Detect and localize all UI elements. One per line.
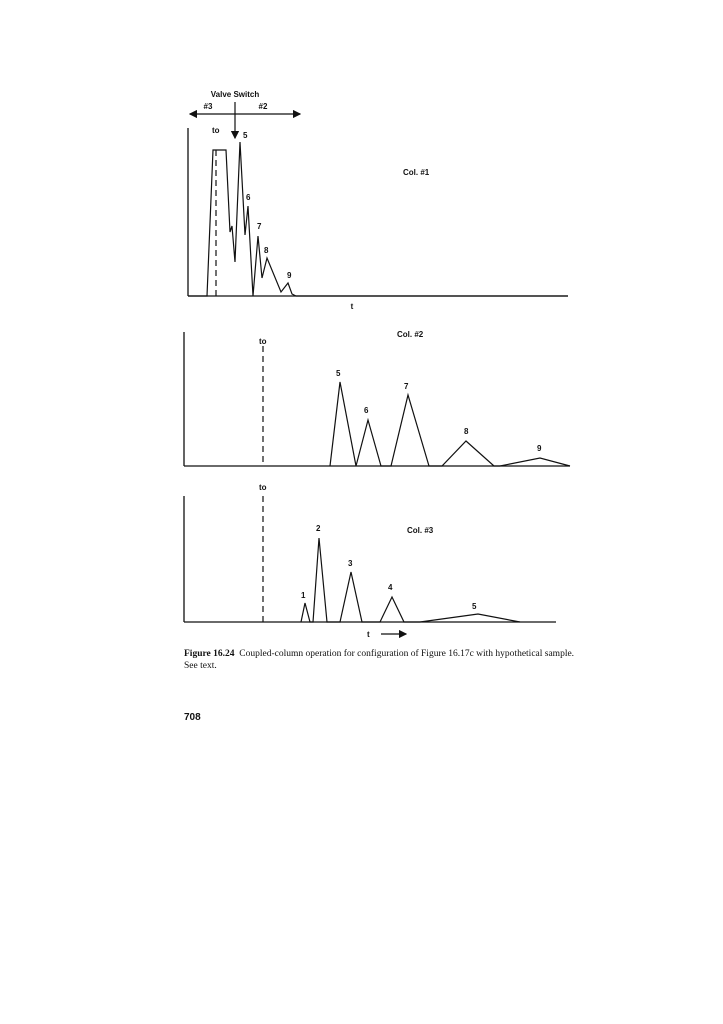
- column-label: Col. #3: [407, 526, 434, 535]
- caption-text: Coupled-column operation for configuration of Figure 16.17c with hypothetical sample. See text.: [184, 649, 575, 671]
- peak-label: 4: [388, 583, 393, 592]
- chromatogram-trace: [330, 382, 570, 466]
- time-label: t: [367, 630, 370, 639]
- figure-caption: [184, 648, 584, 672]
- peak-label: 8: [464, 427, 469, 436]
- peak-label: 5: [243, 131, 248, 140]
- peak-label: 8: [264, 246, 269, 255]
- peak-label: 3: [348, 559, 353, 568]
- peak-label: 6: [246, 193, 251, 202]
- peak-label: 9: [537, 444, 542, 453]
- peak-label: 7: [257, 222, 262, 231]
- t0-label: to: [212, 126, 220, 135]
- t0-label: to: [259, 337, 267, 346]
- peak-label: 6: [364, 406, 369, 415]
- peak-label: 5: [472, 602, 477, 611]
- column-label: Col. #2: [397, 330, 424, 339]
- peak-label: 5: [336, 369, 341, 378]
- peak-label: 1: [301, 591, 306, 600]
- panel-col-2: [184, 330, 570, 466]
- peak-label: 9: [287, 271, 292, 280]
- peak-label: 2: [316, 524, 321, 533]
- switch-right-label: #2: [258, 102, 268, 111]
- page-number: 708: [184, 712, 201, 723]
- chromatogram-trace: [188, 142, 568, 296]
- chromatogram-trace: [301, 538, 520, 622]
- t0-label: to: [259, 483, 267, 492]
- column-label: Col. #1: [403, 168, 430, 177]
- peak-label: 7: [404, 382, 409, 391]
- time-label: t: [350, 302, 354, 311]
- panel-col-1: [188, 126, 568, 311]
- panel-col-3: [184, 483, 556, 639]
- valve-switch-label: Valve Switch: [210, 90, 260, 99]
- caption-label: Figure 16.24: [184, 649, 235, 659]
- switch-left-label: #3: [203, 102, 213, 111]
